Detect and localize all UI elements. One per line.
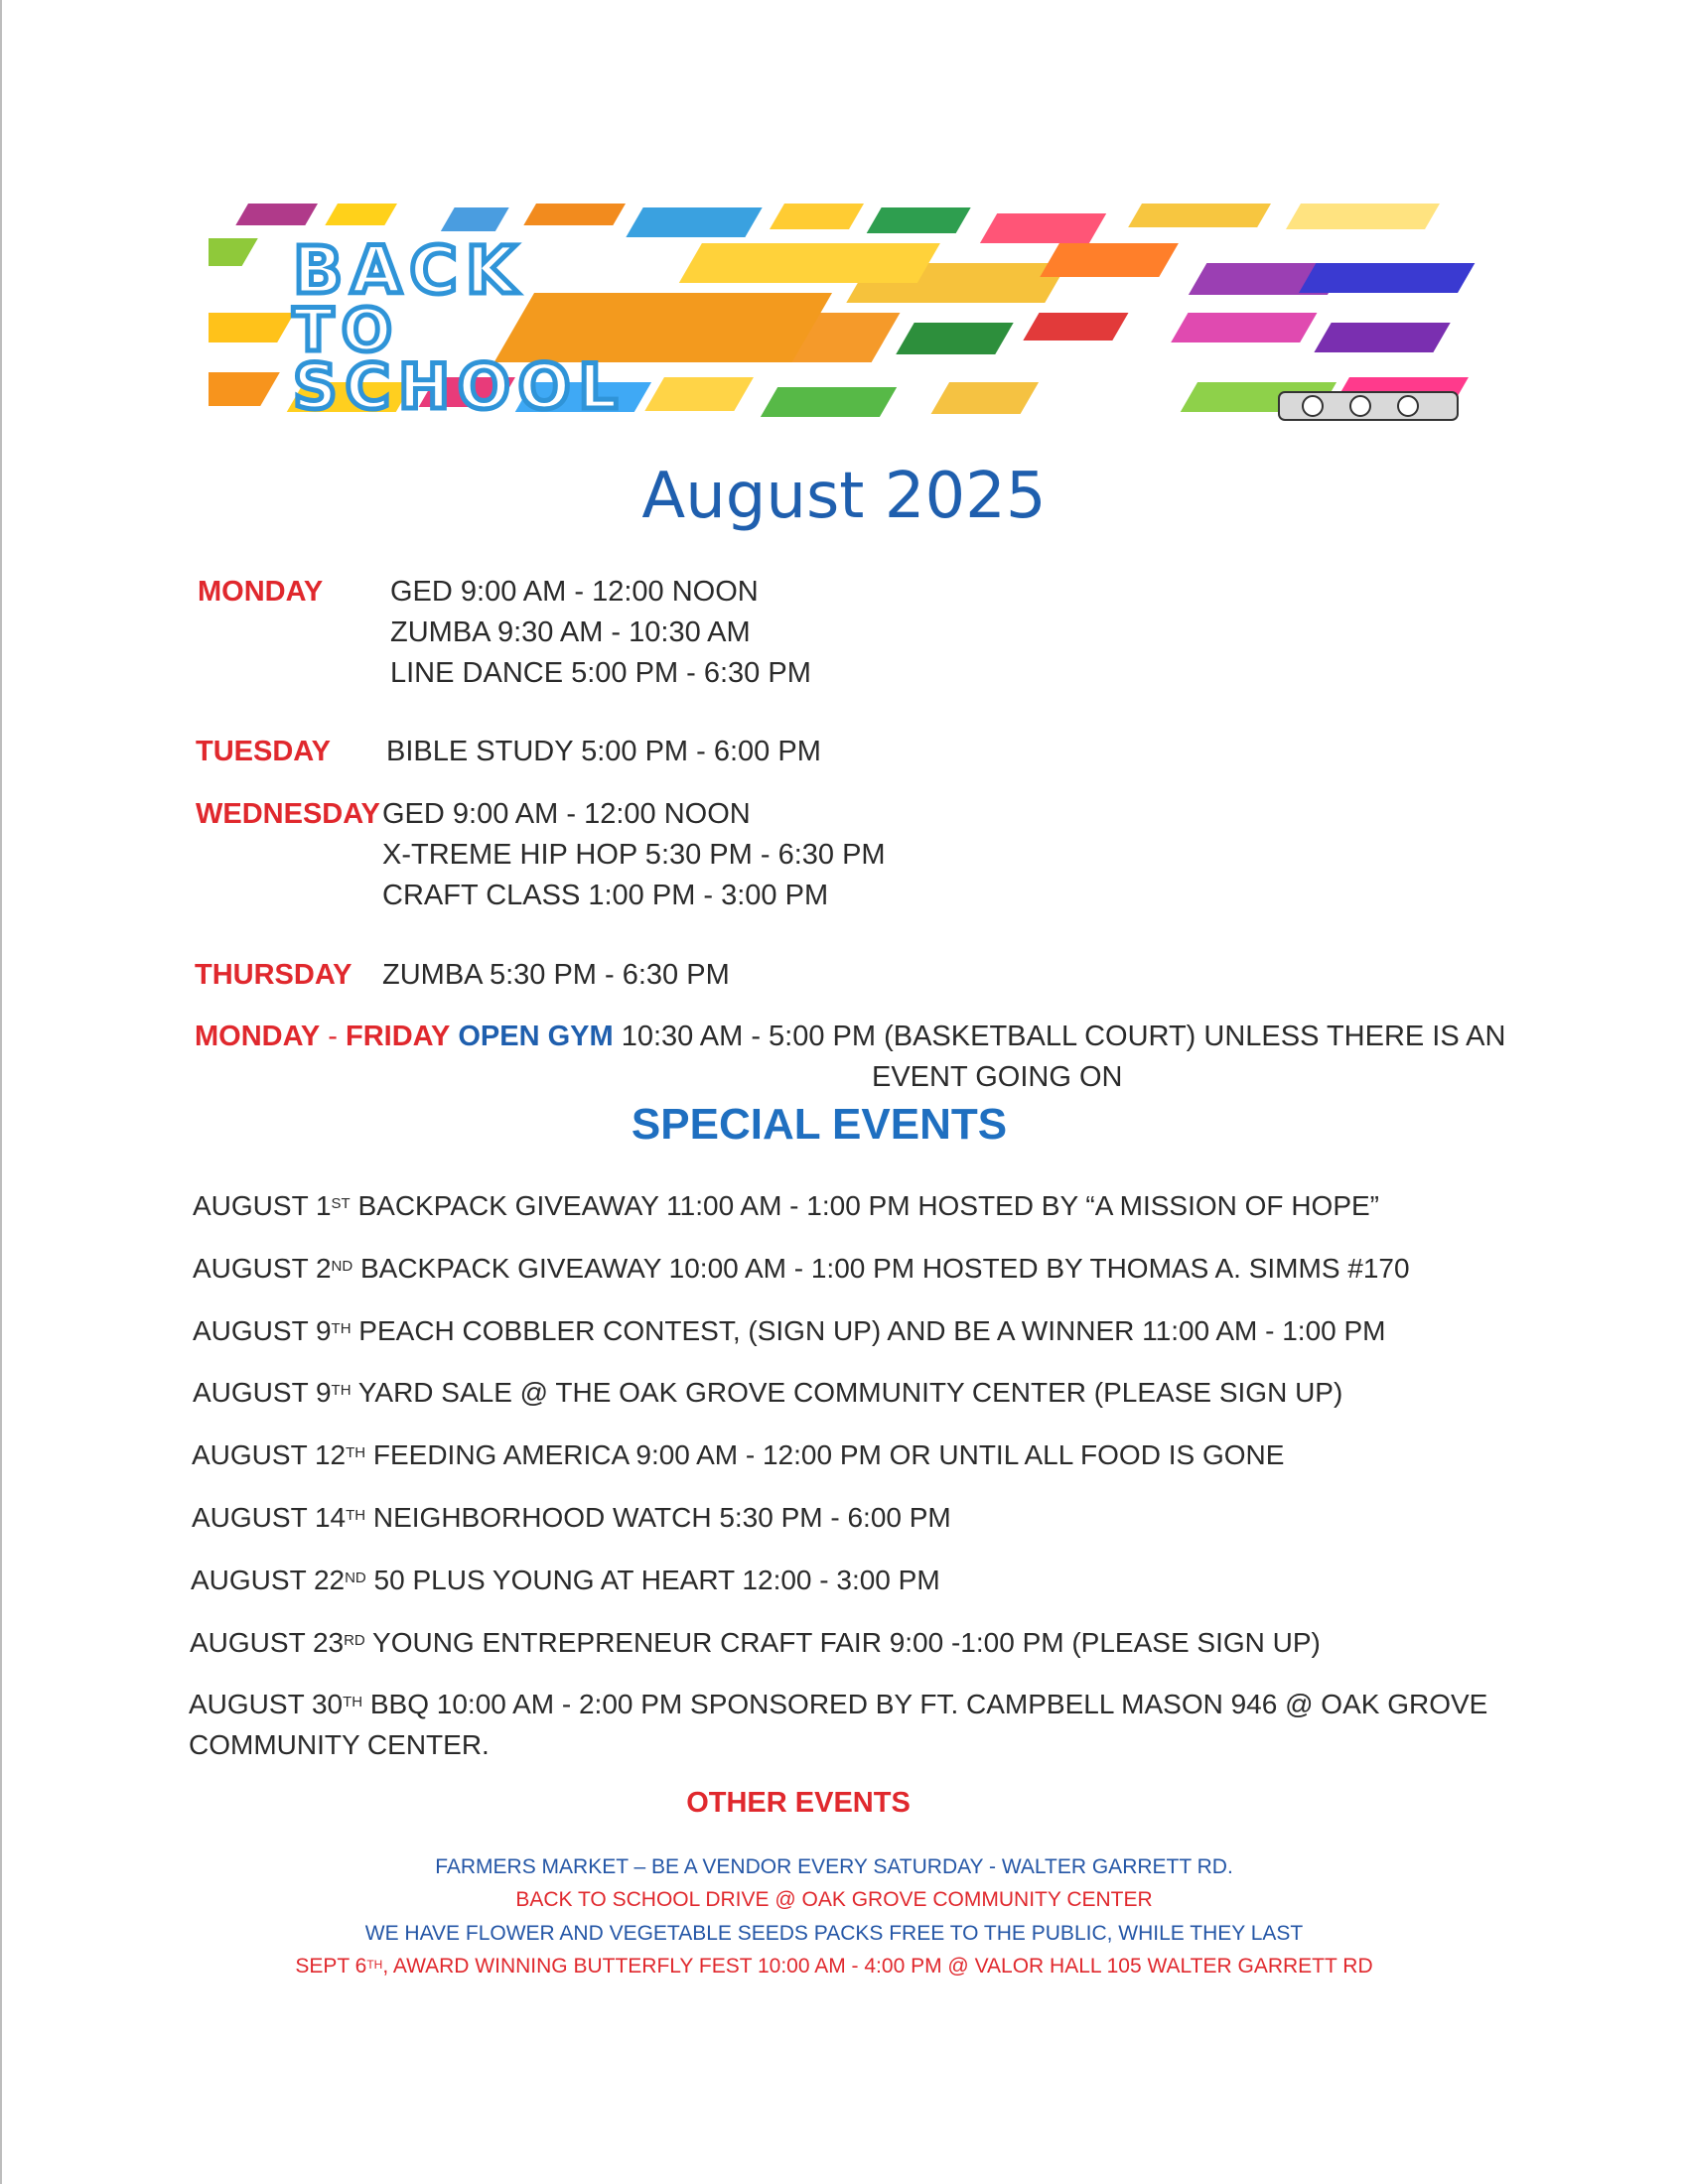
activity-item: GED 9:00 AM - 12:00 NOON <box>390 576 759 608</box>
event-text: YARD SALE @ THE OAK GROVE COMMUNITY CENTER (PLEASE SIGN UP) <box>351 1377 1343 1408</box>
day-monday: MONDAY <box>198 576 324 608</box>
event-date: AUGUST 1 <box>193 1190 332 1221</box>
open-gym-line-2: EVENT GOING ON <box>872 1061 1123 1093</box>
event-date: AUGUST 2 <box>193 1253 332 1284</box>
special-event-item <box>191 1561 940 1600</box>
event-text: BBQ 10:00 AM - 2:00 PM SPONSORED BY FT. CAMPBELL MASON 946 @ OAK GROVE <box>362 1689 1488 1719</box>
open-gym-text: 10:30 AM - 5:00 PM (BASKETBALL COURT) UNLESS THERE IS AN <box>621 1021 1506 1052</box>
event-date-suffix: RD <box>344 1632 365 1649</box>
event-text: , AWARD WINNING BUTTERFLY FEST 10:00 AM - 4:00 PM @ VALOR HALL 105 WALTER GARRETT RD <box>382 1955 1373 1978</box>
event-text: BACKPACK GIVEAWAY 10:00 AM - 1:00 PM HOSTED BY THOMAS A. SIMMS #170 <box>352 1253 1410 1284</box>
event-date: AUGUST 14 <box>192 1502 347 1533</box>
activity-item: X-TREME HIP HOP 5:30 PM - 6:30 PM <box>382 839 886 871</box>
day-tuesday: TUESDAY <box>196 736 331 767</box>
activity-item: LINE DANCE 5:00 PM - 6:30 PM <box>390 657 811 689</box>
event-text: BACKPACK GIVEAWAY 11:00 AM - 1:00 PM HOSTED BY “A MISSION OF HOPE” <box>350 1190 1379 1221</box>
activity-item: ZUMBA 5:30 PM - 6:30 PM <box>382 959 730 991</box>
event-date: AUGUST 30 <box>189 1689 344 1719</box>
activity-item: CRAFT CLASS 1:00 PM - 3:00 PM <box>382 880 829 911</box>
day-thursday: THURSDAY <box>195 959 352 991</box>
special-event-item <box>190 1623 1321 1663</box>
banner-line-to: TO <box>293 296 400 365</box>
event-date-suffix: ST <box>331 1195 351 1212</box>
event-text: 50 PLUS YOUNG AT HEART 12:00 - 3:00 PM <box>365 1565 940 1595</box>
special-event-item <box>193 1186 1379 1226</box>
activity-item: ZUMBA 9:30 AM - 10:30 AM <box>390 616 751 648</box>
event-date-suffix: TH <box>346 1444 366 1461</box>
event-date-suffix: TH <box>331 1382 352 1399</box>
day-wednesday: WEDNESDAY <box>196 798 380 830</box>
banner-art <box>209 204 1477 424</box>
activity-item: GED 9:00 AM - 12:00 NOON <box>382 798 751 830</box>
monday-activities <box>390 572 811 694</box>
open-gym-line <box>195 1017 1505 1057</box>
open-gym-label: OPEN GYM <box>458 1021 614 1052</box>
special-event-item <box>189 1685 1487 1724</box>
other-events-heading: OTHER EVENTS <box>686 1787 911 1819</box>
event-date-suffix: ND <box>331 1258 353 1275</box>
special-event-item-continued: COMMUNITY CENTER. <box>189 1729 490 1760</box>
special-event-item <box>193 1311 1386 1351</box>
open-gym-dash: - <box>320 1021 347 1052</box>
event-date: SEPT 6 <box>295 1955 367 1978</box>
event-text: NEIGHBORHOOD WATCH 5:30 PM - 6:00 PM <box>365 1502 951 1533</box>
event-text: YOUNG ENTREPRENEUR CRAFT FAIR 9:00 -1:00 PM (PLEASE SIGN UP) <box>364 1627 1321 1658</box>
special-events-heading: SPECIAL EVENTS <box>631 1100 1008 1149</box>
other-event-butterfly-fest <box>0 1950 1668 1983</box>
other-event-seeds: WE HAVE FLOWER AND VEGETABLE SEEDS PACKS FREE TO THE PUBLIC, WHILE THEY LAST <box>364 1922 1304 1945</box>
event-date: AUGUST 9 <box>193 1315 332 1346</box>
back-to-school-banner <box>209 204 1477 424</box>
activity-item: BIBLE STUDY 5:00 PM - 6:00 PM <box>386 736 821 767</box>
wednesday-activities <box>382 794 886 916</box>
event-date-suffix: TH <box>366 1958 383 1972</box>
event-date: AUGUST 22 <box>191 1565 346 1595</box>
event-date: AUGUST 12 <box>192 1439 347 1470</box>
banner-line-back: BACK <box>293 232 524 309</box>
banner-line-school: SCHOOL <box>293 350 626 423</box>
open-gym-monday: MONDAY <box>195 1021 321 1052</box>
event-date-suffix: TH <box>343 1694 363 1710</box>
special-event-item <box>193 1249 1410 1289</box>
thursday-activities <box>382 955 730 996</box>
event-text: FEEDING AMERICA 9:00 AM - 12:00 PM OR UNTIL ALL FOOD IS GONE <box>365 1439 1285 1470</box>
special-event-item <box>192 1498 951 1538</box>
other-event-school-drive: BACK TO SCHOOL DRIVE @ OAK GROVE COMMUNITY CENTER <box>515 1888 1153 1911</box>
page-title: August 2025 <box>641 460 1047 533</box>
event-date: AUGUST 23 <box>190 1627 345 1658</box>
special-event-item <box>192 1435 1284 1475</box>
other-event-farmers-market: FARMERS MARKET – BE A VENDOR EVERY SATURDAY - WALTER GARRETT RD. <box>435 1855 1233 1878</box>
event-date-suffix: TH <box>331 1320 352 1337</box>
tuesday-activities <box>386 732 821 772</box>
event-text: PEACH COBBLER CONTEST, (SIGN UP) AND BE A WINNER 11:00 AM - 1:00 PM <box>351 1315 1386 1346</box>
open-gym-friday: FRIDAY <box>346 1021 451 1052</box>
event-date-suffix: ND <box>345 1570 366 1586</box>
special-event-item <box>193 1373 1342 1413</box>
event-date: AUGUST 9 <box>193 1377 332 1408</box>
event-date-suffix: TH <box>346 1507 366 1524</box>
